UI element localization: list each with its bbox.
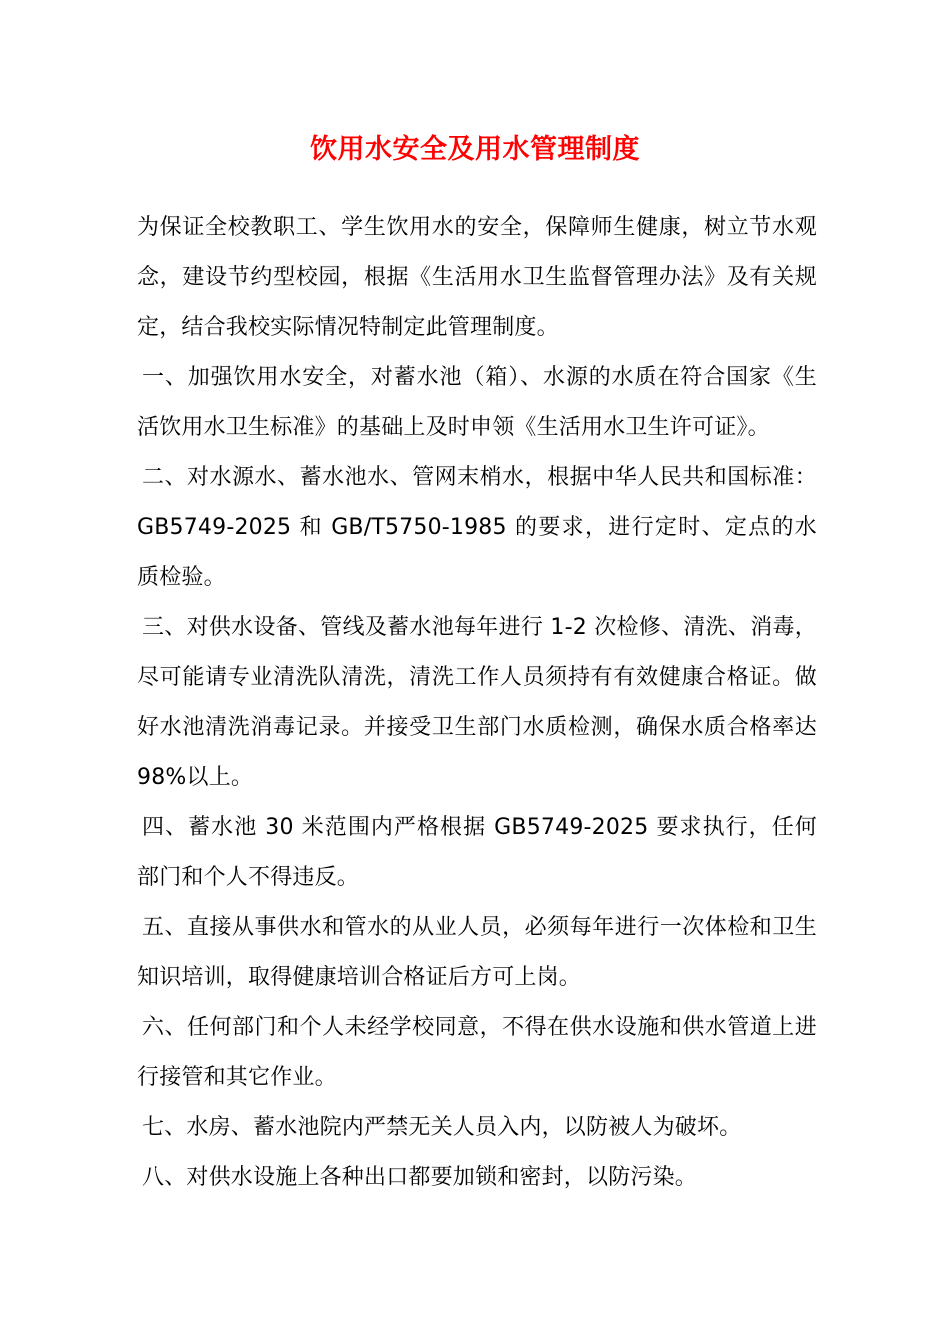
rule-item-7: 七、水房、蓄水池院内严禁无关人员入内，以防被人为破坏。: [142, 1115, 742, 1140]
rule-item-6: 六、任何部门和个人未经学校同意，不得在供水设施和供水管道上进行接管和其它作业。: [137, 1015, 817, 1090]
rule-item-3: 三、对供水设备、管线及蓄水池每年进行 1-2 次检修、清洗、消毒，尽可能请专业清洗队清洗，清洗工作人员须持有有效健康合格证。做好水池清洗消毒记录。并接受卫生部门水质检测，确保水质合格率达 98%以上。: [137, 615, 817, 790]
rule-item-8: 八、对供水设施上各种出口都要加锁和密封，以防污染。: [142, 1165, 698, 1190]
rule-item-2: 二、对水源水、蓄水池水、管网末梢水，根据中华人民共和国标准：GB5749-2025 和 GB/T5750-1985 的要求，进行定时、定点的水质检验。: [137, 465, 817, 590]
document-title: 饮用水安全及用水管理制度: [310, 134, 640, 165]
document-body: [137, 203, 817, 1203]
rule-item-4: 四、蓄水池 30 米范围内严格根据 GB5749-2025 要求执行，任何部门和个人不得违反。: [137, 815, 817, 890]
intro-paragraph: 为保证全校教职工、学生饮用水的安全，保障师生健康，树立节水观念，建设节约型校园，根据《生活用水卫生监督管理办法》及有关规定，结合我校实际情况特制定此管理制度。: [137, 215, 817, 340]
rule-item-1: 一、加强饮用水安全，对蓄水池（箱）、水源的水质在符合国家《生活饮用水卫生标准》的基础上及时申领《生活用水卫生许可证》。: [137, 365, 817, 440]
rule-item-5: 五、直接从事供水和管水的从业人员，必须每年进行一次体检和卫生知识培训，取得健康培训合格证后方可上岗。: [137, 915, 817, 990]
